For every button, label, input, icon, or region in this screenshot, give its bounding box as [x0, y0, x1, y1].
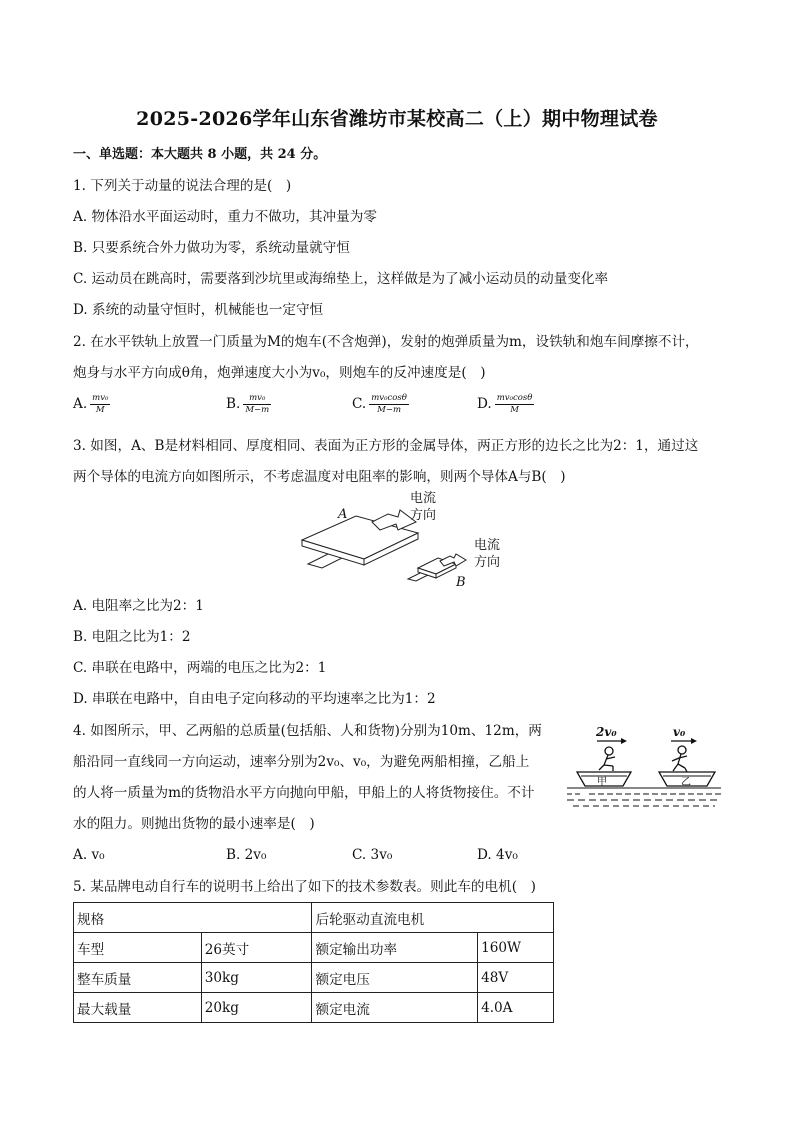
q1-option-b: B. 只要系统合外力做功为零，系统动量就守恒	[73, 240, 350, 256]
q2-option-d-fraction	[495, 393, 535, 416]
q3-option-a: A. 电阻率之比为2：1	[73, 598, 204, 614]
q4-stem-line4: 水的阻力。则抛出货物的最小速率是( )	[73, 816, 315, 832]
q2-option-b-label: B.	[226, 396, 241, 412]
conductor-b-label: B	[456, 575, 466, 590]
numerator: mv₀cosθ	[371, 393, 407, 403]
q4-stem-line2: 船沿同一直线同一方向运动，速率分别为2v₀、v₀，为避免两船相撞，乙船上	[73, 754, 530, 770]
q4-option-c: C. 3v₀	[352, 847, 393, 863]
q2-option-a-label: A.	[73, 396, 88, 412]
q3-option-d: D. 串联在电路中，自由电子定向移动的平均速率之比为1：2	[73, 691, 436, 707]
page-title: 2025-2026学年山东省潍坊市某校高二（上）期中物理试卷	[136, 108, 658, 130]
conductor-a-label: A	[338, 507, 348, 522]
table-cell: 4.0A	[478, 993, 554, 1023]
q2-option-c	[352, 393, 409, 416]
boat-jia-label: 甲	[597, 777, 607, 788]
table-row	[74, 903, 554, 933]
current-label-a-line1: 电流	[410, 491, 437, 506]
numerator: mv₀cosθ	[496, 393, 533, 403]
table-row	[74, 993, 554, 1023]
table-cell: 160W	[478, 933, 554, 963]
table-cell: 额定电压	[312, 963, 478, 993]
q2-option-b-fraction	[243, 393, 271, 416]
q5-stem: 5. 某品牌电动自行车的说明书上给出了如下的技术参数表。则此车的电机( )	[73, 879, 536, 895]
q2-stem-line1: 2. 在水平铁轨上放置一门质量为M的炮车(不含炮弹)，发射的炮弹质量为m，设铁轨和炮车间摩擦不计，	[73, 334, 699, 350]
current-label-b-line2: 方向	[474, 555, 501, 570]
table-cell: 26英寸	[201, 933, 312, 963]
q1-option-d: D. 系统的动量守恒时，机械能也一定守恒	[73, 302, 324, 318]
spec-table	[73, 902, 554, 1023]
q2-option-c-fraction	[369, 393, 409, 416]
q4-boats-figure	[563, 720, 725, 812]
table-cell: 20kg	[201, 993, 312, 1023]
q2-stem-line2: 炮身与水平方向成θ角，炮弹速度大小为v₀，则炮车的反冲速度是( )	[73, 365, 486, 381]
denominator: M	[510, 405, 519, 415]
conductor-a	[302, 510, 418, 568]
table-cell: 车型	[74, 933, 202, 963]
denominator: M	[95, 405, 105, 415]
table-cell: 30kg	[201, 963, 312, 993]
q3-option-b: B. 电阻之比为1：2	[73, 629, 191, 645]
q2-option-c-label: C.	[352, 396, 367, 412]
table-row	[74, 933, 554, 963]
q3-option-c: C. 串联在电路中，两端的电压之比为2：1	[73, 660, 327, 676]
q4-option-b: B. 2v₀	[226, 847, 267, 863]
person-yi	[672, 746, 687, 772]
q1-stem: 1. 下列关于动量的说法合理的是( )	[73, 178, 292, 194]
person-jia	[599, 747, 615, 771]
q2-option-a	[73, 393, 110, 416]
table-cell: 最大载量	[74, 993, 202, 1023]
water-surface	[567, 788, 721, 806]
q2-option-d	[477, 393, 534, 416]
denominator: M−m	[245, 405, 270, 415]
denominator: M−m	[377, 405, 402, 415]
current-label-a-line2: 方向	[410, 508, 437, 523]
current-label-b-line1: 电流	[474, 538, 501, 553]
q4-option-a: A. v₀	[73, 847, 105, 863]
q3-stem-line2: 两个导体的电流方向如图所示，不考虑温度对电阻率的影响，则两个导体A与B( )	[73, 469, 566, 485]
q4-stem-line3: 的人将一质量为m的货物沿水平方向抛向甲船，甲船上的人将货物接住。不计	[73, 785, 535, 801]
boat-yi-velocity-label: v₀	[673, 725, 686, 739]
numerator: mv₀	[92, 393, 109, 403]
q3-conductor-figure	[290, 488, 520, 592]
table-cell: 规格	[74, 903, 312, 933]
table-cell: 后轮驱动直流电机	[312, 903, 554, 933]
table-cell: 额定输出功率	[312, 933, 478, 963]
section-heading: 一、单选题：本大题共 8 小题，共 24 分。	[73, 147, 327, 162]
boat-jia-velocity-label: 2v₀	[596, 725, 617, 739]
q1-option-c: C. 运动员在跳高时，需要落到沙坑里或海绵垫上，这样做是为了减小运动员的动量变化率	[73, 271, 609, 287]
boat-yi-label: 乙	[681, 777, 691, 788]
q2-option-a-fraction	[90, 393, 110, 416]
q2-option-d-label: D.	[477, 396, 492, 412]
q1-option-a: A. 物体沿水平面运动时，重力不做功，其冲量为零	[73, 209, 377, 225]
table-cell: 额定电流	[312, 993, 478, 1023]
table-row	[74, 963, 554, 993]
q2-option-b	[226, 393, 271, 416]
numerator: mv₀	[243, 393, 271, 405]
q3-stem-line1: 3. 如图，A、B是材料相同、厚度相同、表面为正方形的金属导体，两正方形的边长之比为2：1，通过这	[73, 438, 699, 454]
q4-stem-line1: 4. 如图所示，甲、乙两船的总质量(包括船、人和货物)分别为10m、12m，两	[73, 723, 542, 739]
table-cell: 整车质量	[74, 963, 202, 993]
q4-option-d: D. 4v₀	[477, 847, 518, 863]
table-cell: 48V	[478, 963, 554, 993]
